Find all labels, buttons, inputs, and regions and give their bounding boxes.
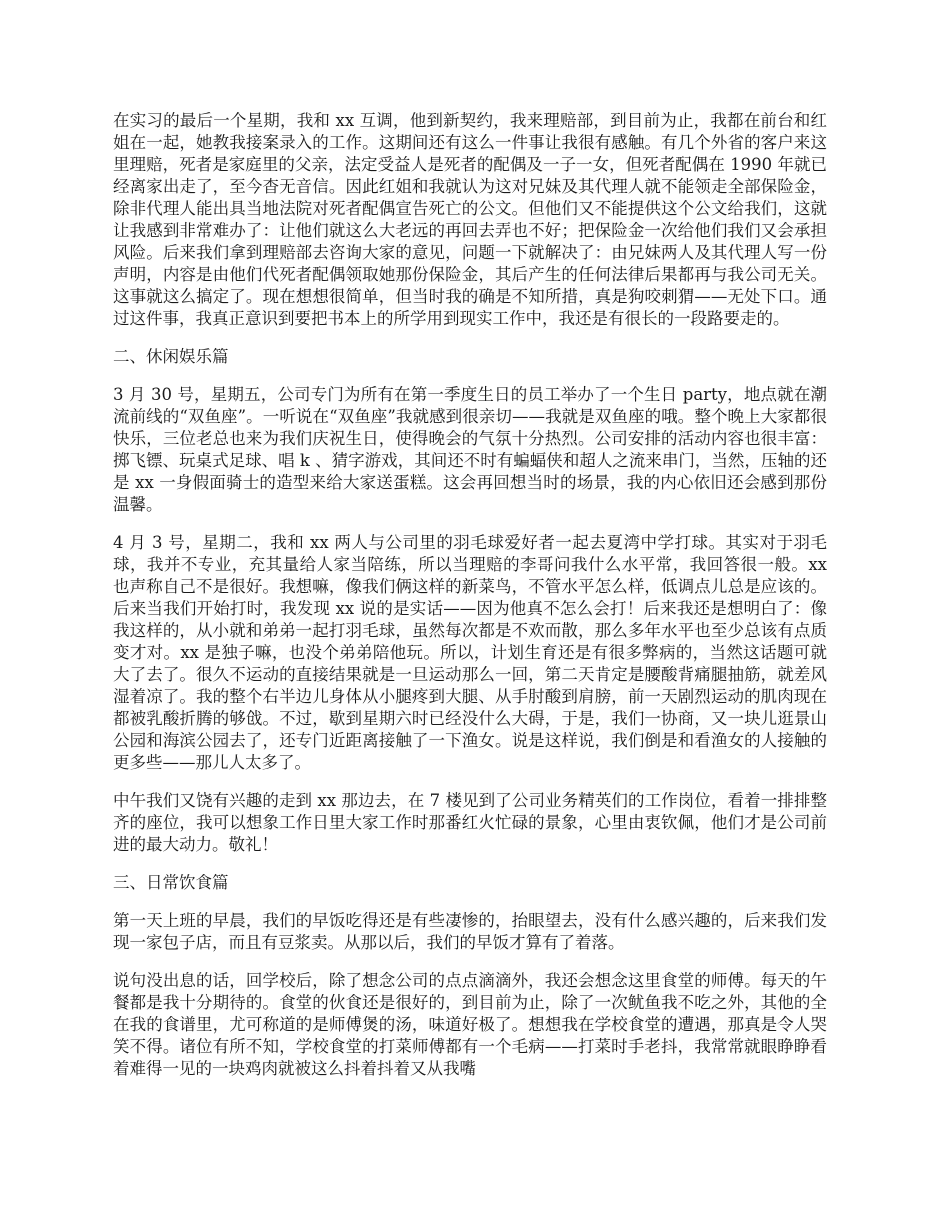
paragraph-badminton: 4 月 3 号，星期二，我和 xx 两人与公司里的羽毛球爱好者一起去夏湾中学打球。其实对于羽毛球，我并不专业，充其量给人家当陪练，所以当理赔的李哥问我什么水平常，我回答很一般。xx 也声称自己不是很好。我想嘛，像我们俩这样的新菜鸟，不管水平怎么样，低调点儿总是应该的。后来当我们开始打时，我发现 xx 说的是实话——因为他真不怎么会打！后来我还是想明白了：像我这样的，从小就和弟弟一起打羽毛球，虽然每次都是不欢而散，那么多年水平也至少总该有点质变才对。xx 是独子嘛，也没个弟弟陪他玩。所以，计划生育还是有很多弊病的，当然这话题可就大了去了。很久不运动的直接结果就是一旦运动那么一回，第二天肯定是腰酸背痛腿抽筋，就差风湿着凉了。我的整个右半边儿身体从小腿疼到大腿、从手肘酸到肩膀，前一天剧烈运动的肌肉现在都被乳酸折腾的够戗。不过，歇到星期六时已经没什么大碍，于是，我们一协商，又一块儿逛景山公园和海滨公园去了，还专门近距离接触了一下渔女。说是这样说，我们倒是和看渔女的人接触的更多些——那儿人太多了。 [113,533,827,772]
document-body [113,110,827,1096]
section-heading-diet: 三、日常饮食篇 [113,873,229,892]
paragraph-breakfast: 第一天上班的早晨，我们的早饭吃得还是有些凄惨的，抬眼望去，没有什么感兴趣的，后来我们发现一家包子店，而且有豆浆卖。从那以后，我们的早饭才算有了着落。 [113,911,827,952]
paragraph-claims-experience: 在实习的最后一个星期，我和 xx 互调，他到新契约，我来理赔部，到目前为止，我都在前台和红姐在一起，她教我接案录入的工作。这期间还有这么一件事让我很有感触。有几个外省的客户来这里理赔，死者是家庭里的父亲，法定受益人是死者的配偶及一子一女，但死者配偶在 1990 年就已经离家出走了，至今杳无音信。因此红姐和我就认为这对兄妹及其代理人就不能领走全部保险金，除非代理人能出具当地法院对死者配偶宣告死亡的公文。但他们又不能提供这个公文给我们，这就让我感到非常难办了：让他们就这么大老远的再回去弄也不好；把保险金一次给他们我们又会承担风险。后来我们拿到理赔部去咨询大家的意见，问题一下就解决了：由兄妹两人及其代理人写一份声明，内容是由他们代死者配偶领取她那份保险金，其后产生的任何法律后果都再与我公司无关。这事就这么搞定了。现在想想很简单，但当时我的确是不知所措，真是狗咬刺猬——无处下口。通过这件事，我真正意识到要把书本上的所学用到现实工作中，我还是有很长的一段路要走的。 [113,111,827,328]
section-heading-leisure: 二、休闲娱乐篇 [113,347,229,366]
paragraph-canteen: 说句没出息的话，回学校后，除了想念公司的点点滴滴外，我还会想念这里食堂的师傅。每天的午餐都是我十分期待的。食堂的伙食还是很好的，到目前为止，除了一次鱿鱼我不吃之外，其他的全在我的食谱里，尤可称道的是师傅煲的汤，味道好极了。想想我在学校食堂的遭遇，那真是令人哭笑不得。诸位有所不知，学校食堂的打菜师傅都有一个毛病——打菜时手老抖，我常常就眼睁睁看着难得一见的一块鸡肉就被这么抖着抖着又从我嘴 [113,971,827,1078]
paragraph-office-visit: 中午我们又饶有兴趣的走到 xx 那边去，在 7 楼见到了公司业务精英们的工作岗位，看着一排排整齐的座位，我可以想象工作日里大家工作时那番红火忙碌的景象，心里由衷钦佩，他们才是公司前进的最大动力。敬礼！ [113,791,827,854]
paragraph-birthday-party: 3 月 30 号，星期五，公司专门为所有在第一季度生日的员工举办了一个生日 party，地点就在潮流前线的“双鱼座”。一听说在“双鱼座”我就感到很亲切——我就是双鱼座的哦。整个晚上大家都很快乐，三位老总也来为我们庆祝生日，使得晚会的气氛十分热烈。公司安排的活动内容也很丰富：掷飞镖、玩桌式足球、唱 k 、猜字游戏，其间还不时有蝙蝠侠和超人之流来串门，当然，压轴的还是 xx 一身假面骑士的造型来给大家送蛋糕。这会再回想当时的场景，我的内心依旧还会感到那份温馨。 [113,385,827,514]
